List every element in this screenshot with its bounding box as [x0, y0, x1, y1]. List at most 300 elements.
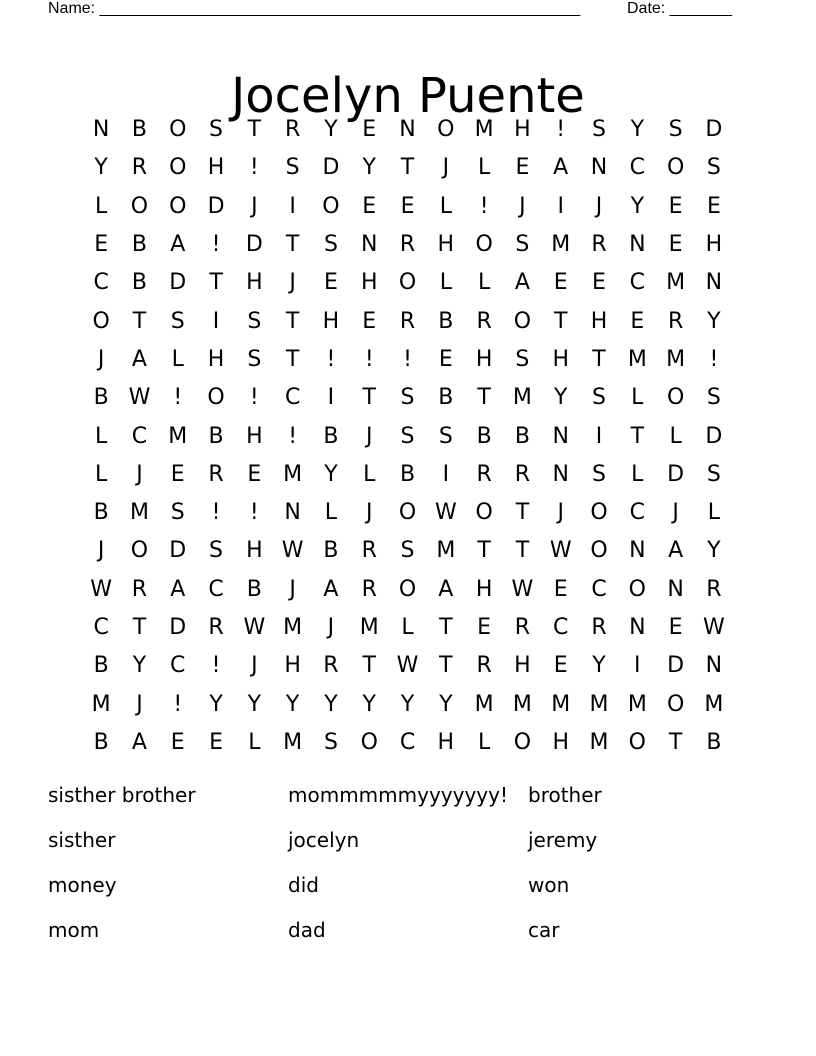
- grid-letter: A: [170, 576, 186, 602]
- grid-letter: S: [323, 729, 338, 755]
- grid-letter: T: [209, 270, 223, 296]
- grid-row: [82, 647, 733, 685]
- grid-letter: S: [209, 538, 224, 564]
- grid-letter: E: [362, 308, 377, 334]
- grid-letter: N: [590, 155, 608, 181]
- grid-letter: H: [246, 270, 263, 296]
- grid-letter: B: [476, 423, 492, 449]
- grid-letter: H: [284, 653, 301, 679]
- grid-letter: B: [246, 576, 262, 602]
- grid-letter: L: [631, 385, 644, 411]
- grid-letter: S: [592, 385, 606, 411]
- grid-letter: A: [438, 576, 454, 602]
- grid-letter: M: [283, 729, 303, 755]
- grid-letter: H: [360, 270, 378, 296]
- grid-letter: C: [93, 270, 109, 296]
- date-field-label: Date: _______: [627, 0, 732, 17]
- grid-letter: S: [592, 461, 606, 487]
- grid-letter: T: [285, 308, 300, 334]
- grid-row: [82, 685, 733, 723]
- grid-letter: H: [437, 729, 455, 755]
- grid-letter: N: [667, 576, 684, 602]
- grid-letter: B: [438, 308, 454, 334]
- grid-letter: H: [590, 308, 608, 334]
- grid-letter: M: [168, 423, 188, 449]
- grid-letter: N: [629, 615, 646, 640]
- grid-letter: B: [131, 270, 147, 296]
- grid-letter: D: [705, 117, 723, 143]
- grid-letter: O: [169, 117, 187, 143]
- grid-letter: B: [93, 653, 109, 679]
- grid-letter: H: [437, 232, 455, 258]
- grid-letter: M: [474, 691, 494, 717]
- grid-letter: O: [437, 117, 455, 143]
- grid-letter: L: [363, 461, 376, 487]
- grid-letter: O: [169, 155, 187, 181]
- word-search-grid: [82, 111, 733, 762]
- grid-letter: L: [171, 346, 184, 372]
- grid-letter: M: [474, 117, 494, 143]
- grid-row: [82, 571, 733, 609]
- grid-letter: C: [629, 500, 645, 526]
- grid-letter: J: [442, 155, 450, 181]
- grid-row: [82, 417, 733, 455]
- grid-letter: D: [667, 653, 685, 679]
- grid-letter: E: [94, 232, 109, 258]
- grid-letter: M: [512, 385, 532, 411]
- grid-letter: T: [132, 308, 147, 334]
- grid-letter: S: [170, 500, 185, 526]
- grid-letter: N: [629, 538, 646, 564]
- grid-letter: R: [591, 232, 607, 258]
- grid-letter: Y: [132, 653, 147, 679]
- word-bank-item: mom: [48, 918, 100, 942]
- grid-letter: M: [666, 346, 686, 372]
- grid-letter: H: [207, 155, 225, 181]
- grid-letter: Y: [707, 538, 721, 564]
- grid-letter: O: [666, 691, 685, 717]
- grid-letter: T: [285, 232, 300, 258]
- grid-letter: !: [556, 117, 566, 143]
- grid-letter: J: [136, 461, 143, 487]
- grid-letter: S: [285, 155, 300, 181]
- grid-letter: M: [283, 615, 303, 640]
- grid-letter: Y: [400, 691, 415, 717]
- grid-letter: O: [590, 538, 608, 564]
- grid-letter: Y: [707, 308, 721, 334]
- grid-letter: E: [209, 729, 223, 755]
- grid-letter: O: [130, 193, 149, 219]
- word-bank-item: jocelyn: [288, 828, 360, 852]
- grid-letter: C: [208, 576, 224, 602]
- grid-letter: N: [629, 232, 646, 258]
- grid-letter: H: [475, 346, 493, 372]
- grid-letter: Y: [94, 155, 108, 181]
- grid-letter: M: [551, 232, 571, 258]
- grid-letter: J: [365, 500, 373, 526]
- grid-letter: T: [515, 538, 530, 564]
- grid-letter: L: [401, 615, 414, 640]
- grid-letter: A: [170, 232, 186, 258]
- grid-letter: L: [439, 270, 452, 296]
- grid-letter: N: [360, 232, 378, 258]
- grid-letter: L: [631, 461, 644, 487]
- grid-letter: L: [248, 729, 261, 755]
- grid-letter: Y: [285, 691, 300, 717]
- grid-letter: Y: [324, 117, 338, 143]
- grid-letter: A: [131, 729, 147, 755]
- grid-letter: L: [95, 461, 108, 487]
- grid-letter: D: [667, 461, 685, 487]
- grid-letter: B: [514, 423, 530, 449]
- grid-letter: R: [514, 615, 531, 640]
- grid-letter: M: [91, 691, 111, 717]
- grid-letter: S: [668, 117, 683, 143]
- grid-row: [82, 264, 733, 302]
- grid-letter: S: [323, 232, 338, 258]
- grid-letter: !: [173, 385, 183, 411]
- grid-letter: O: [475, 500, 493, 526]
- grid-letter: W: [90, 576, 113, 602]
- grid-letter: H: [475, 576, 493, 602]
- grid-letter: T: [630, 423, 645, 449]
- grid-letter: R: [361, 538, 377, 564]
- grid-letter: E: [668, 232, 683, 258]
- grid-letter: R: [131, 155, 148, 181]
- grid-letter: M: [359, 615, 379, 640]
- grid-letter: H: [514, 117, 531, 143]
- grid-letter: !: [173, 691, 183, 717]
- word-bank: [48, 778, 768, 958]
- grid-letter: J: [251, 653, 258, 679]
- word-bank-item: car: [528, 918, 560, 942]
- grid-letter: !: [211, 500, 221, 526]
- grid-letter: !: [249, 155, 259, 181]
- grid-letter: H: [207, 346, 225, 372]
- grid-row: [82, 724, 733, 762]
- grid-letter: O: [398, 576, 417, 602]
- grid-letter: Y: [553, 385, 568, 411]
- grid-letter: E: [323, 270, 338, 296]
- grid-letter: !: [249, 385, 259, 411]
- grid-letter: E: [592, 270, 606, 296]
- grid-letter: S: [400, 538, 415, 564]
- grid-letter: B: [93, 385, 109, 411]
- grid-letter: C: [629, 270, 645, 296]
- grid-row: [82, 226, 733, 264]
- grid-letter: Y: [324, 691, 338, 717]
- grid-letter: L: [477, 729, 491, 755]
- grid-letter: T: [362, 653, 376, 679]
- grid-letter: H: [246, 423, 263, 449]
- grid-letter: M: [589, 729, 609, 755]
- grid-letter: R: [361, 576, 377, 602]
- grid-letter: O: [398, 500, 417, 526]
- grid-letter: R: [476, 461, 492, 487]
- grid-letter: T: [515, 500, 530, 526]
- grid-letter: T: [553, 308, 568, 334]
- grid-letter: B: [208, 423, 224, 449]
- grid-letter: T: [247, 117, 262, 143]
- grid-row: [82, 149, 733, 187]
- grid-letter: O: [666, 155, 685, 181]
- word-bank-item: dad: [288, 918, 326, 942]
- grid-letter: O: [169, 193, 187, 219]
- grid-letter: J: [519, 193, 526, 219]
- grid-letter: S: [706, 155, 721, 181]
- grid-letter: !: [479, 193, 489, 219]
- grid-letter: L: [439, 193, 452, 219]
- grid-letter: M: [627, 691, 647, 717]
- grid-letter: T: [400, 155, 415, 181]
- grid-letter: E: [400, 193, 415, 219]
- grid-letter: !: [249, 500, 259, 526]
- grid-letter: M: [512, 691, 532, 717]
- grid-letter: O: [666, 385, 685, 411]
- grid-letter: M: [436, 538, 456, 564]
- grid-row: [82, 302, 733, 340]
- grid-letter: B: [93, 729, 109, 755]
- grid-letter: D: [169, 615, 187, 640]
- grid-letter: B: [131, 232, 147, 258]
- grid-letter: M: [627, 346, 647, 372]
- grid-letter: E: [630, 308, 645, 334]
- grid-letter: L: [324, 500, 338, 526]
- grid-letter: J: [97, 346, 105, 372]
- grid-letter: I: [634, 653, 641, 679]
- grid-letter: T: [668, 729, 683, 755]
- grid-letter: I: [289, 193, 296, 219]
- word-bank-item: did: [288, 873, 319, 897]
- grid-letter: E: [553, 576, 568, 602]
- grid-letter: S: [515, 346, 530, 372]
- name-field-label: Name: ______________________________________________________: [48, 0, 581, 17]
- grid-letter: A: [668, 538, 684, 564]
- grid-letter: E: [247, 461, 262, 487]
- grid-row: [82, 111, 733, 149]
- grid-letter: R: [476, 308, 492, 334]
- grid-letter: O: [207, 385, 225, 411]
- grid-letter: T: [439, 615, 453, 640]
- grid-letter: I: [595, 423, 603, 449]
- grid-letter: O: [475, 232, 493, 258]
- grid-letter: L: [707, 500, 721, 526]
- grid-letter: Y: [209, 691, 223, 717]
- word-bank-item: mommmmmyyyyyyy!: [288, 783, 508, 807]
- grid-letter: M: [551, 691, 571, 717]
- grid-letter: R: [399, 232, 416, 258]
- grid-letter: J: [365, 423, 373, 449]
- grid-letter: N: [705, 270, 723, 296]
- grid-row: [82, 456, 733, 494]
- grid-letter: R: [591, 615, 607, 640]
- grid-letter: H: [705, 232, 723, 258]
- grid-letter: R: [706, 576, 722, 602]
- grid-letter: W: [434, 500, 457, 526]
- grid-row: [82, 494, 733, 532]
- grid-letter: E: [477, 615, 492, 640]
- grid-letter: I: [212, 308, 220, 334]
- grid-letter: E: [170, 461, 185, 487]
- grid-letter: J: [97, 538, 105, 564]
- grid-letter: T: [592, 346, 606, 372]
- grid-letter: N: [399, 117, 416, 143]
- word-bank-row: [48, 778, 768, 823]
- grid-letter: Y: [439, 691, 453, 717]
- grid-letter: C: [93, 615, 109, 640]
- grid-letter: J: [289, 270, 296, 296]
- grid-letter: J: [327, 615, 335, 640]
- word-bank-item: money: [48, 873, 117, 897]
- grid-letter: E: [515, 155, 530, 181]
- grid-letter: M: [283, 461, 303, 487]
- grid-letter: B: [323, 423, 339, 449]
- grid-letter: R: [131, 576, 148, 602]
- grid-letter: O: [628, 729, 646, 755]
- grid-letter: T: [477, 538, 491, 564]
- grid-letter: L: [669, 423, 682, 449]
- grid-letter: T: [477, 385, 491, 411]
- grid-letter: C: [170, 653, 186, 679]
- grid-letter: W: [703, 615, 725, 640]
- grid-letter: C: [399, 729, 416, 755]
- grid-letter: H: [514, 653, 531, 679]
- grid-letter: I: [557, 193, 564, 219]
- grid-letter: N: [705, 653, 723, 679]
- grid-letter: Y: [324, 461, 338, 487]
- grid-letter: L: [95, 423, 108, 449]
- grid-letter: E: [362, 193, 377, 219]
- grid-letter: W: [243, 615, 266, 640]
- grid-letter: B: [93, 500, 109, 526]
- grid-letter: D: [207, 193, 225, 219]
- grid-letter: E: [706, 193, 721, 219]
- grid-letter: J: [136, 691, 143, 717]
- grid-letter: W: [128, 385, 151, 411]
- grid-letter: M: [589, 691, 609, 717]
- grid-letter: S: [438, 423, 453, 449]
- grid-letter: N: [552, 461, 569, 487]
- grid-letter: W: [511, 576, 534, 602]
- grid-letter: S: [592, 117, 606, 143]
- grid-letter: A: [131, 346, 147, 372]
- grid-row: [82, 379, 733, 417]
- word-bank-item: sisther: [48, 828, 116, 852]
- grid-letter: O: [513, 308, 532, 334]
- grid-letter: B: [399, 461, 416, 487]
- grid-letter: R: [323, 653, 339, 679]
- word-bank-item: sisther brother: [48, 783, 196, 807]
- grid-letter: L: [477, 270, 491, 296]
- grid-letter: !: [326, 346, 336, 372]
- word-bank-item: won: [528, 873, 570, 897]
- grid-letter: S: [400, 423, 415, 449]
- grid-letter: J: [672, 500, 679, 526]
- grid-letter: S: [706, 385, 721, 411]
- grid-letter: J: [289, 576, 296, 602]
- grid-letter: S: [515, 232, 530, 258]
- grid-letter: R: [208, 615, 224, 640]
- grid-row: [82, 341, 733, 379]
- grid-letter: S: [400, 385, 415, 411]
- grid-letter: Y: [247, 691, 262, 717]
- word-bank-item: jeremy: [528, 828, 598, 852]
- grid-letter: !: [288, 423, 298, 449]
- grid-letter: Y: [592, 653, 606, 679]
- grid-letter: E: [668, 193, 683, 219]
- grid-letter: A: [323, 576, 339, 602]
- grid-row: [82, 188, 733, 226]
- grid-letter: B: [706, 729, 722, 755]
- grid-letter: E: [553, 270, 568, 296]
- grid-letter: C: [591, 576, 607, 602]
- grid-row: [82, 532, 733, 570]
- grid-letter: T: [132, 615, 147, 640]
- grid-letter: T: [439, 653, 453, 679]
- grid-letter: A: [553, 155, 569, 181]
- grid-letter: Y: [630, 193, 645, 219]
- grid-letter: D: [705, 423, 723, 449]
- grid-letter: E: [553, 653, 568, 679]
- grid-letter: C: [131, 423, 148, 449]
- grid-letter: !: [211, 653, 221, 679]
- grid-letter: R: [399, 308, 416, 334]
- grid-letter: D: [322, 155, 340, 181]
- word-bank-row: [48, 913, 768, 958]
- grid-letter: O: [590, 500, 608, 526]
- word-bank-row: [48, 868, 768, 913]
- grid-letter: !: [211, 232, 221, 258]
- grid-letter: O: [92, 308, 110, 334]
- grid-letter: S: [247, 308, 262, 334]
- grid-letter: L: [95, 193, 108, 219]
- grid-letter: B: [438, 385, 454, 411]
- grid-letter: B: [131, 117, 147, 143]
- grid-letter: N: [92, 117, 110, 143]
- grid-letter: C: [629, 155, 645, 181]
- grid-letter: W: [396, 653, 419, 679]
- grid-letter: I: [442, 461, 450, 487]
- grid-letter: !: [709, 346, 719, 372]
- grid-letter: R: [667, 308, 684, 334]
- grid-letter: H: [322, 308, 340, 334]
- grid-letter: Y: [362, 691, 376, 717]
- grid-letter: N: [552, 423, 569, 449]
- grid-letter: C: [284, 385, 301, 411]
- word-bank-row: [48, 823, 768, 868]
- grid-letter: R: [514, 461, 531, 487]
- grid-letter: E: [438, 346, 453, 372]
- grid-letter: T: [362, 385, 376, 411]
- grid-letter: !: [364, 346, 374, 372]
- grid-letter: N: [284, 500, 301, 526]
- grid-letter: S: [170, 308, 185, 334]
- grid-letter: O: [513, 729, 532, 755]
- grid-letter: W: [549, 538, 572, 564]
- grid-letter: J: [595, 193, 603, 219]
- grid-letter: A: [514, 270, 530, 296]
- grid-letter: W: [281, 538, 304, 564]
- grid-letter: Y: [630, 117, 645, 143]
- grid-letter: T: [285, 346, 300, 372]
- grid-row: [82, 609, 733, 647]
- grid-letter: M: [704, 691, 724, 717]
- grid-letter: H: [552, 729, 569, 755]
- grid-letter: D: [169, 538, 187, 564]
- grid-letter: Y: [362, 155, 376, 181]
- grid-letter: S: [209, 117, 224, 143]
- grid-letter: L: [477, 155, 491, 181]
